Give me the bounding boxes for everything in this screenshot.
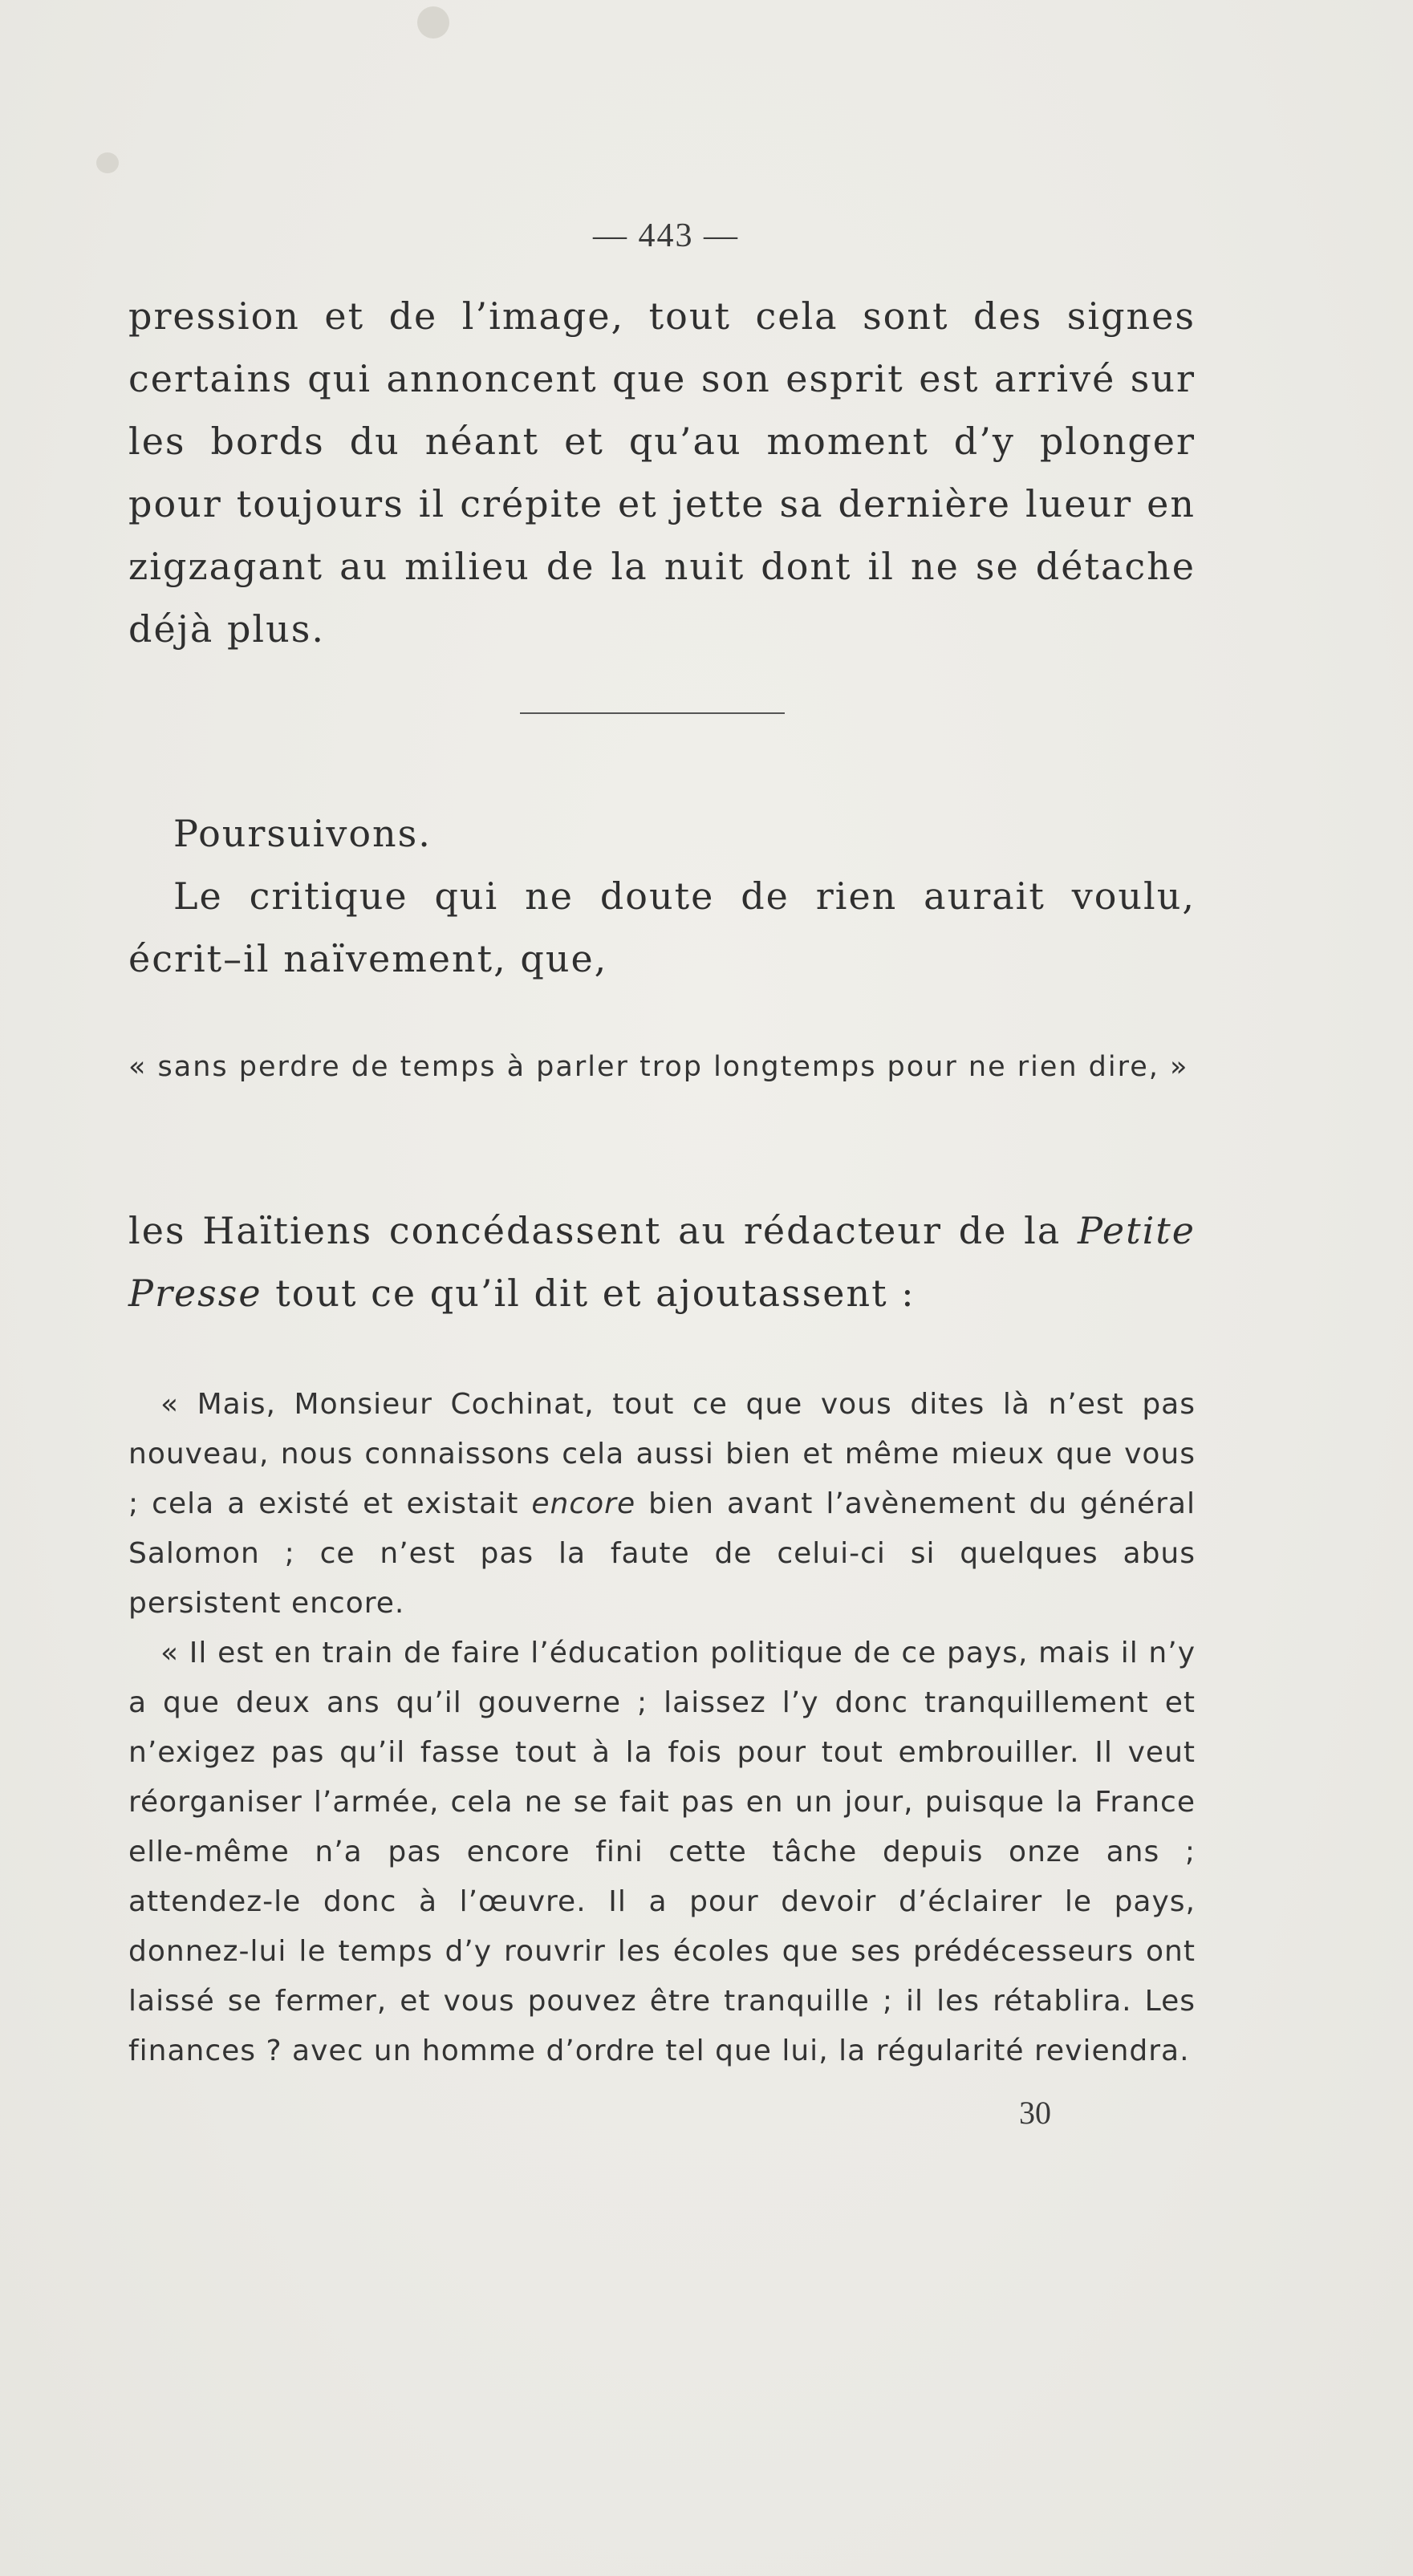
- text-column: [128, 0, 1196, 2576]
- paragraph-haitiens-text: les Haïtiens concédassent au rédacteur de la: [128, 1209, 1078, 1252]
- paragraph-poursuivons: [128, 802, 1196, 990]
- paragraph-poursuivons-line2: Le critique qui ne doute de rien aurait voulu, écrit–il naïvement, que,: [128, 874, 1196, 980]
- newspaper-title: Petite Presse: [128, 1209, 1196, 1315]
- paper-speck: [96, 152, 119, 173]
- paragraph-haitiens: [128, 1199, 1196, 1325]
- block-quote-long: [128, 1380, 1196, 2076]
- section-divider: [520, 712, 785, 714]
- paragraph-poursuivons-line1: Poursuivons.: [173, 812, 432, 855]
- block-quote-paragraph: [128, 1380, 1196, 1629]
- block-quote-short: « sans perdre de temps à parler trop longtemps pour ne rien dire, »: [128, 1051, 1189, 1083]
- signature-mark: 30: [1019, 2095, 1051, 2131]
- quote-text: « Mais, Monsieur Cochinat, tout ce que vous dites là n’est pas nouveau, nous connaissons cela aussi bien et même mieux que vous ; cela a existé et existait: [128, 1388, 1196, 1520]
- block-quote-paragraph: « Il est en train de faire l’éducation politique de ce pays, mais il n’y a que deux ans qu’il gouverne ; laissez l’y donc tranquillement et n’exigez pas qu’il fasse tout à la fois pour tout embrouiller. Il veut réorganiser l’armée, cela ne se fait pas en un jour, puisque la France elle-même n’a pas encore fini cette tâche depuis onze ans ; attendez-le donc à l’œuvre. Il a pour devoir d’éclairer le pays, donnez-lui le temps d’y rouvrir les écoles que ses prédécesseurs ont laissé se fermer, et vous pouvez être tranquille ; il les rétablira. Les finances ? avec un homme d’ordre tel que lui, la régularité reviendra.: [128, 1637, 1196, 2067]
- quote-emphasis: encore: [531, 1487, 636, 1520]
- page-number: — 443 —: [593, 217, 739, 254]
- quote-text-end: bien avant l’avènement du général Salomon ; ce n’est pas la faute de celui-ci si quelques abus persistent encore.: [128, 1487, 1196, 1620]
- paragraph-continuation: pression et de l’image, tout cela sont des signes certains qui annoncent que son esprit est arrivé sur les bords du néant et qu’au moment d’y plonger pour toujours il crépite et jette sa dernière lueur en zigzagant au milieu de la nuit dont il ne se détache déjà plus.: [128, 294, 1196, 651]
- paragraph-haitiens-text-end: tout ce qu’il dit et ajoutassent :: [262, 1272, 916, 1315]
